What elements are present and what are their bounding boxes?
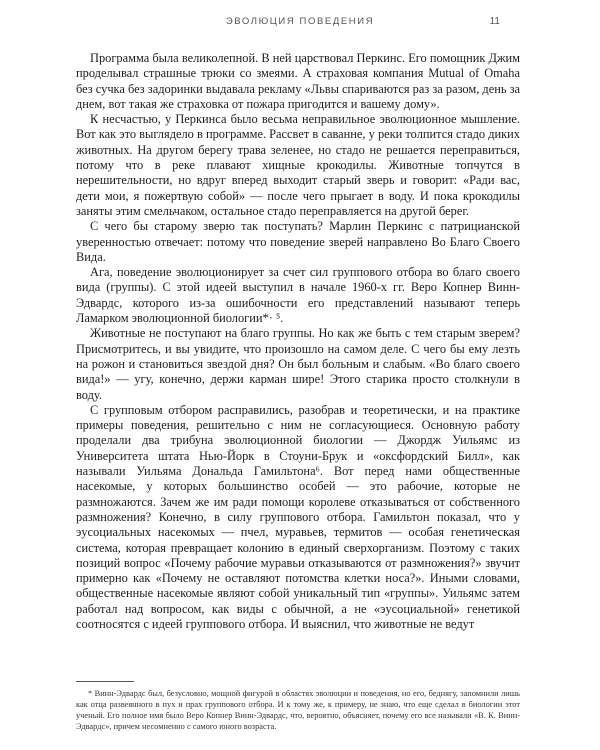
footnote [76,688,520,732]
paragraph: Программа была великолепной. В ней царствовал Перкинс. Его помощник Джим проделывал страшные трюки со змеями. А страховая компания Mutual of Omaha без сучка без задоринки выдавала рекламу «Львы спариваются раз за разом, день за днем, вот такая же страховка от пожара пригодится и вашему дому». [76,51,520,111]
page-number: 11 [489,16,500,27]
paragraph: Ага, поведение эволюционирует за счет сил группового отбора во благо своего вида (группы). С этой идеей выступил в начале 1960-х гг. Веро Копнер Винн-Эдвардс, которого из-за ошибочности его представлений называют теперь Ламарком эволюционной биологии*· ⁵. [76,265,520,326]
footnote-divider [76,681,134,682]
running-title: ЭВОЛЮЦИЯ ПОВЕДЕНИЯ [225,16,375,27]
paragraph: С чего бы старому зверю так поступать? Марлин Перкинс с патрицианской уверенностью отвечает: потому что поведение зверей направлено Во Благо Своего Вида. [76,219,520,264]
running-head [0,16,600,32]
paragraph: Животные не поступают на благо группы. Но как же быть с тем старым зверем? Присмотритесь, и вы увидите, что произошло на самом деле. С чего бы ему лезть на рожон и становиться звездой дня? Он был больным и слабым. «Во благо своего вида!» — угу, конечно, держи карман шире! Этого старика просто столкнули в воду. [76,326,520,402]
body-text [76,51,520,632]
paragraph: К несчастью, у Перкинса было весьма неправильное эволюционное мышление. Вот как это выглядело в программе. Рассвет в саванне, у реки толпится стадо диких животных. На другом берегу трава зеленее, но стадо не решается переправиться, потому что в реке плавают хищные крокодилы. Животные топчутся в нерешительности, но вдруг вперед выходит старый зверь и говорит: «Ради вас, дети мои, я пожертвую собой» — после чего прыгает в воду. И пока крокодилы заняты этим смельчаком, остальное стадо переправляется на другой берег. [76,112,520,218]
paragraph: С групповым отбором расправились, разобрав и теоретически, и на практике примеры поведения, решительно с ним не согласующиеся. Основную работу проделали два трибуна эволюционной биологии — Джордж Уильямс из Университета штата Нью-Йорк в Стоуни-Брук и «оксфордский Билл», как называли Уильяма Дональда Гамильтона⁶. Вот перед нами общественные насекомые, у которых большинство особей — это рабочие, которые не размножаются. Зачем же им ради помощи королеве отказываться от собственного размножения? Конечно, в силу группового отбора. Гамильтон показал, что у эусоциальных насекомых — пчел, муравьев, термитов — особая генетическая система, которая превращает колонию в единый сверхорганизм. Поэтому с таких позиций вопрос «Почему рабочие муравьи отказываются от размножения?» звучит примерно как «Почему не оставляют потомства клетки носа?». Иными словами, общественные насекомые являют собой уникальный тип «группы». Уильямс затем работал над вопросом, как виды с обычной, а не «эусоциальной» генетикой соотносятся с идеей группового отбора. И выяснил, что животные не ведут [76,402,520,631]
footnote-text: * Винн-Эдвардс был, безусловно, мощной фигурой в областях эволюции и поведения, но его, беднягу, запомнили лишь как отца развеянного в пух и прах группового отбора. И к тому же, к примеру, не знаю, что еще сделал в биологии этот ученый. Его полное имя было Веро Копнер Винн-Эдвардс, что, вероятно, объясняет, почему его все называли «В. К. Винн-Эдвардс», причем несомненно с самого юного возраста. [76,689,520,731]
